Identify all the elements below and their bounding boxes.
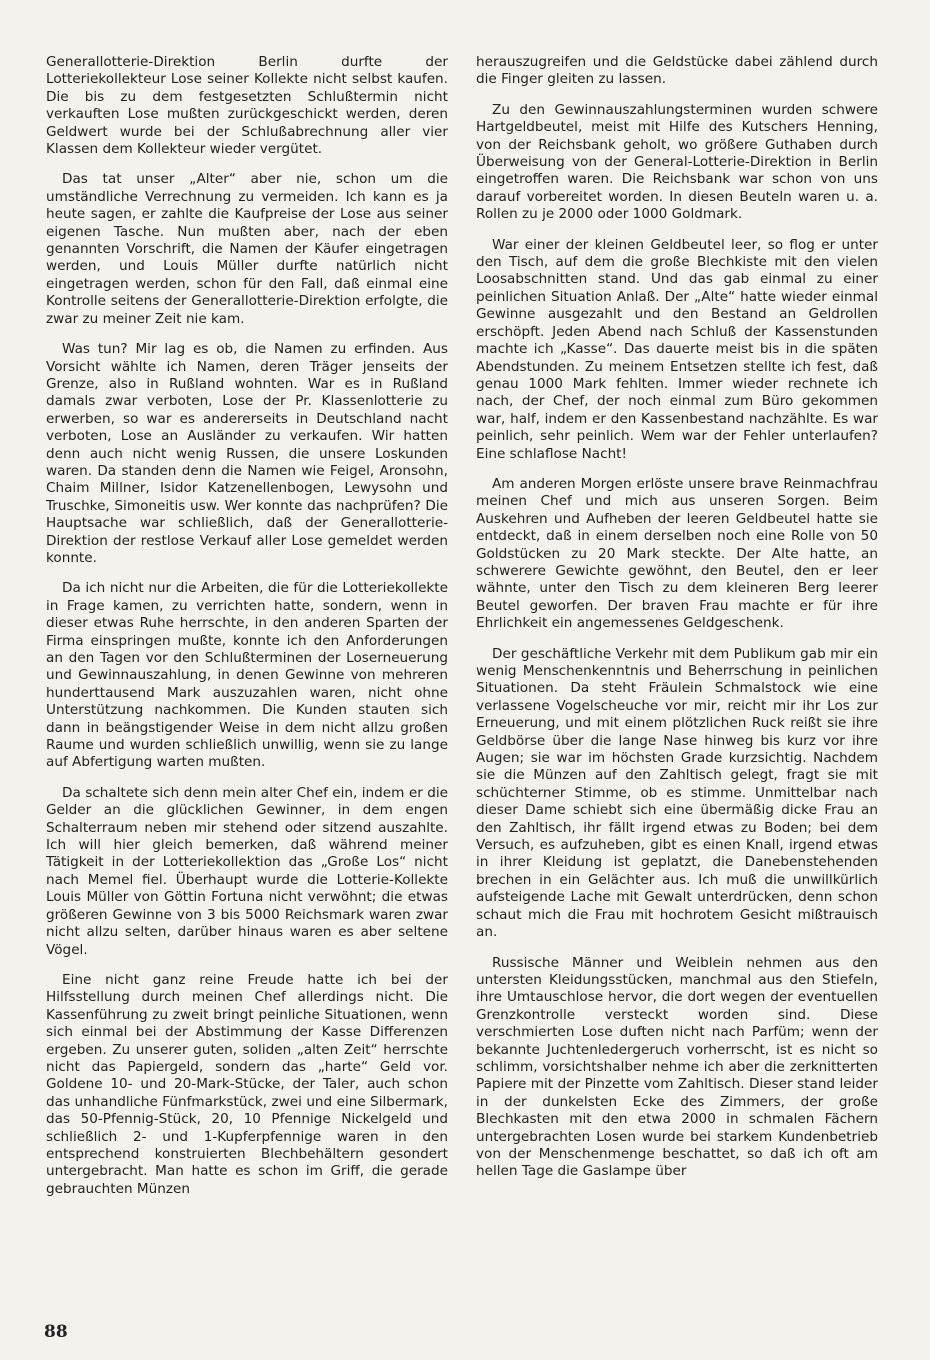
paragraph: Was tun? Mir lag es ob, die Namen zu erfinden. Aus Vorsicht wählte ich Namen, deren Träger jenseits der Grenze, also in Rußland wohnten. War es in Rußland damals zwar verboten, Lose der Pr. Klassenlotterie zu erwerben, so war es andererseits in Deutschland nacht verboten, Lose an Ausländer zu verkaufen. Wir hatten denn auch nicht wenig Russen, die unsere Loskunden waren. Da standen denn die Namen wie Feigel, Aronsohn, Chaim Millner, Isidor Katzenellenbogen, Lewysohn und Truschke, Simoneitis usw. Wer konnte das nachprüfen? Die Hauptsache war schließlich, daß der Generallotterie-Direktion der restlose Verkauf aller Lose gemeldet werden konnte.	[46, 341, 448, 566]
paragraph: Eine nicht ganz reine Freude hatte ich bei der Hilfsstellung durch meinen Chef allerdings nicht. Die Kassenführung zu zweit bringt peinliche Situationen, wenn sich einmal bei der Abstimmung der Kasse Differenzen ergeben. Zu unserer guten, soliden „alten Zeit“ herrschte nicht das Papiergeld, sondern das „harte“ Geld vor. Goldene 10- und 20-Mark-Stücke, der Taler, auch schon das unhandliche Fünfmarkstück, zwei und eine Silbermark, das 50-Pfennig-Stück, 20, 10 Pfennige Nickelgeld und schließlich 2- und 1-Kupferpfennige waren in den entsprechend konstruierten Blechbehältern gesondert untergebracht. Man hatte es schon im Griff, die gerade gebrauchten Münzen	[46, 971, 448, 1197]
paragraph: Das tat unser „Alter“ aber nie, schon um die umständliche Verrechnung zu vermeiden. Ich kann es ja heute sagen, er zahlte die Kaufpreise der Lose aus seiner eigenen Tasche. Nun mußten aber, nach der eben genannten Vorschrift, die Namen der Käufer eingetragen werden, und Louis Müller durfte natürlich nicht eingetragen werden, schon für den Fall, daß einmal eine Kontrolle seitens der Generallotterie-Direktion erfolgte, die zwar zu meiner Zeit nie kam.	[46, 171, 448, 327]
paragraph: Da ich nicht nur die Arbeiten, die für die Lotteriekollekte in Frage kamen, zu verrichten hatte, sondern, wenn in dieser etwas Ruhe herrschte, in den anderen Sparten der Firma einspringen mußte, konnte ich den Anforderungen an den Tagen vor den Schlußterminen der Loserneuerung und Gewinnauszahlung, in denen Gewinne von mehreren hunderttausend Mark auszuzahlen waren, nicht ohne Unterstützung nachkommen. Die Kunden stauten sich dann in beängstigender Weise in dem nicht allzu großen Raume und wurden schließlich unwillig, wenn sie zu lange auf Abfertigung warten mußten.	[46, 580, 448, 771]
left-column	[46, 54, 448, 1314]
paragraph: Da schaltete sich denn mein alter Chef ein, indem er die Gelder an die glücklichen Gewinner, in dem engen Schalterraum neben mir stehend oder sitzend auszahlte. Ich will hier gleich bemerken, daß während meiner Tätigkeit in der Lotteriekollektion das „Große Los“ nicht nach Memel fiel. Überhaupt wurde die Lotterie-Kollekte Louis Müller von Göttin Fortuna nicht verwöhnt; die etwas größeren Gewinne von 3 bis 5000 Reichsmark waren zwar nicht allzu selten, darüber hinaus waren es aber seltene Vögel.	[46, 784, 448, 958]
paragraph: Am anderen Morgen erlöste unsere brave Reinmachfrau meinen Chef und mich aus unseren Sorgen. Beim Auskehren und Aufheben der leeren Geldbeutel hatte sie entdeckt, daß in einem derselben noch eine Rolle von 50 Goldstücken zu 20 Mark steckte. Der Alte hatte, an schwerere Gewichte gewöhnt, den Beutel, den er leer wähnte, unter den Tisch zu dem kleineren Berg leerer Beutel geworfen. Der braven Frau machte er für ihre Ehrlichkeit ein angemessenes Geldgeschenk.	[476, 475, 878, 632]
paragraph: War einer der kleinen Geldbeutel leer, so flog er unter den Tisch, auf dem die große Blechkiste mit den vielen Loosabschnitten stand. Und das gab einmal zu einer peinlichen Situation Anlaß. Der „Alte“ hatte wieder einmal Gewinne ausgezahlt und den Bestand an Geldrollen erschöpft. Jeden Abend nach Schluß der Kassenstunden machte ich „Kasse“. Das dauerte meist bis in die späten Abendstunden. Zu meinem Entsetzen stellte ich fest, daß genau 1000 Mark fehlten. Immer wieder rechnete ich nach, der Chef, der noch einmal zum Büro gekommen war, half, indem er den Kassenbestand nachzählte. Es war peinlich, sehr peinlich. Wem war der Fehler unterlaufen? Eine schlaflose Nacht!	[476, 236, 878, 462]
right-column	[476, 54, 878, 1314]
paragraph: Russische Männer und Weiblein nehmen aus den untersten Kleidungsstücken, manchmal aus den Stiefeln, ihre Umtauschlose hervor, die dort wegen der eventuellen Grenzkontrolle versteckt worden sind. Diese verschmierten Lose duften nicht nach Parfüm; wenn der bekannte Juchtenledergeruch vorherrscht, ist es nicht so schlimm, vorsichtshalber nehme ich aber die zerknitterten Papiere mit der Pinzette vom Zahltisch. Dieser stand leider in der dunkelsten Ecke des Zimmers, der große Blechkasten mit den etwa 2000 in schmalen Fächern untergebrachten Losen wurde bei starkem Kundenbetrieb von der Menschenmenge beschattet, so daß ich oft am hellen Tage die Gaslampe über	[476, 954, 878, 1180]
paragraph: Zu den Gewinnauszahlungsterminen wurden schwere Hartgeldbeutel, meist mit Hilfe des Kutschers Henning, von der Reichsbank geholt, wo größere Guthaben durch Überweisung von der General-Lotterie-Direktion in Berlin eingetroffen waren. Die Reichsbank war schon von uns darauf vorbereitet worden. In diesen Beuteln waren u. a. Rollen zu je 2000 oder 1000 Goldmark.	[476, 101, 878, 223]
page-body	[46, 54, 878, 1314]
page-number: 88	[44, 1322, 68, 1342]
paragraph: herauszugreifen und die Geldstücke dabei zählend durch die Finger gleiten zu lassen.	[476, 54, 878, 88]
paragraph: Generallotterie-Direktion Berlin durfte der Lotteriekollekteur Lose seiner Kollekte nicht selbst kaufen. Die bis zu dem festgesetzten Schlußtermin nicht verkauften Lose mußten zurückgeschickt werden, deren Geldwert wurde bei der Schlußabrechnung aller vier Klassen dem Kollekteur wieder vergütet.	[46, 54, 448, 158]
paragraph: Der geschäftliche Verkehr mit dem Publikum gab mir ein wenig Menschenkenntnis und Beherrschung in peinlichen Situationen. Da steht Fräulein Schmalstock wie eine verlassene Vogelscheuche vor mir, reicht mir ihr Los zur Erneuerung, und mit einem plötzlichen Ruck reißt sie ihre Geldbörse über die lange Nase hinweg bis kurz vor ihre Augen; sie war im höchsten Grade kurzsichtig. Nachdem sie die Münzen auf den Zahltisch gelegt, fragt sie mit schüchterner Stimme, ob es stimme. Unmittelbar nach dieser Dame schiebt sich eine übermäßig dicke Frau an den Zahltisch, ihr fällt irgend etwas zu Boden; bei dem Versuch, es aufzuheben, gibt es einen Knall, irgend etwas in ihrer Kleidung ist geplatzt, die Danebenstehenden brechen in ein Gelächter aus. Ich muß die unwillkürlich aufsteigende Lache mit Gewalt unterdrücken, denn schon schaut mich die Frau mit hochrotem Gesicht mißtrauisch an.	[476, 645, 878, 941]
